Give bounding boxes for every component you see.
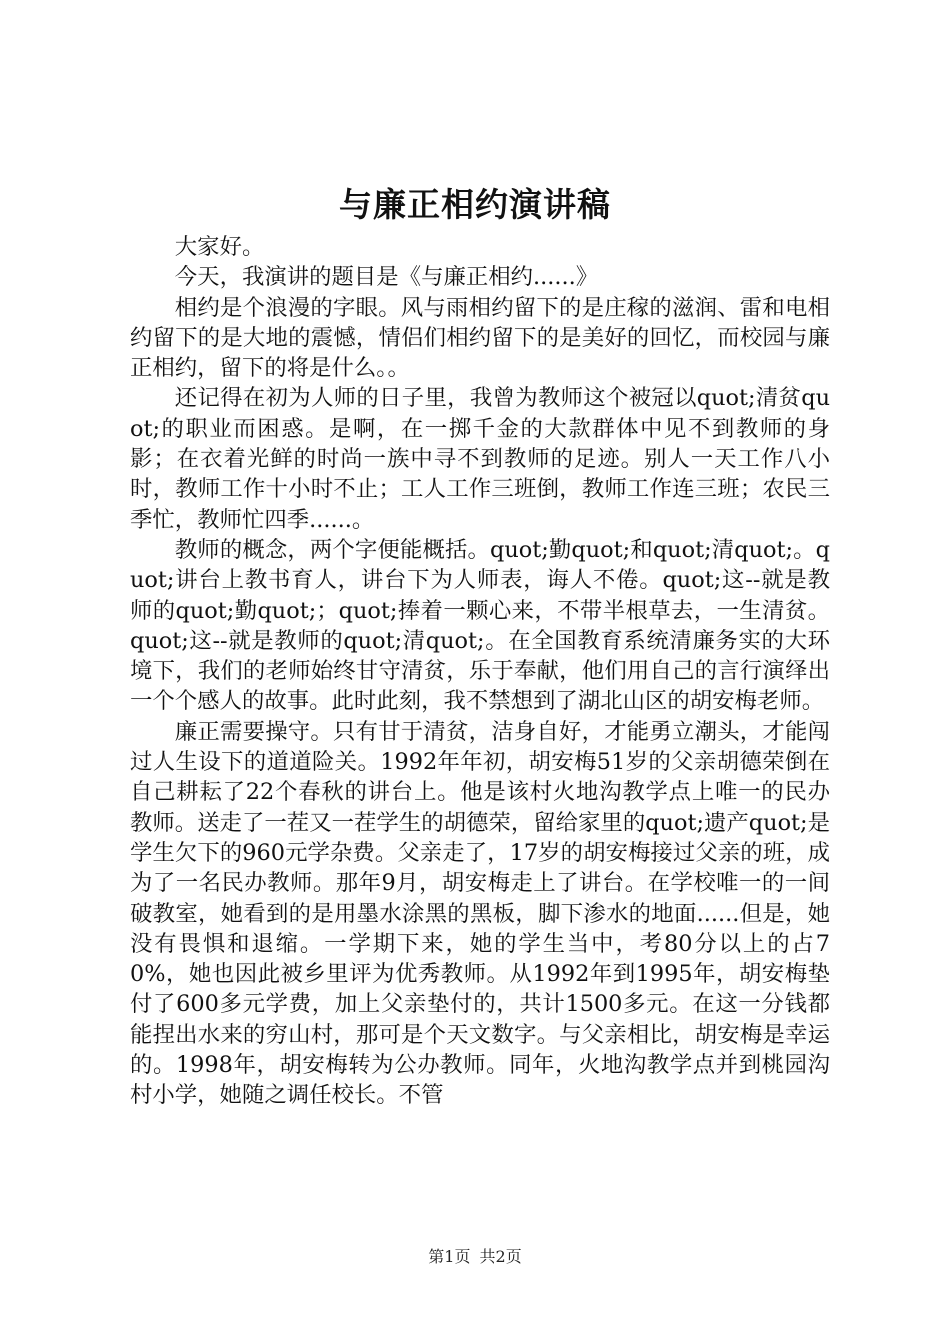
paragraph-integrity: 廉正需要操守。只有甘于清贫，洁身自好，才能勇立潮头，才能闯过人生设下的道道险关。1992年年初，胡安梅51岁的父亲胡德荣倒在自己耕耘了22个春秋的讲台上。他是该村火地沟教学点上唯一的民办教师。送走了一茬又一茬学生的胡德荣，留给家里的quot;遗产quot;是学生欠下的960元学杂费。父亲走了，17岁的胡安梅接过父亲的班，成为了一名民办教师。那年9月，胡安梅走上了讲台。在学校唯一的一间破教室，她看到的是用墨水涂黑的黑板，脚下渗水的地面......但是，她没有畏惧和退缩。一学期下来，她的学生当中，考80分以上的占70%，她也因此被乡里评为优秀教师。从1992年到1995年，胡安梅垫付了600多元学费，加上父亲垫付的，共计1500多元。在这一分钱都能捏出水来的穷山村，那可是个天文数字。与父亲相比，胡安梅是幸运的。1998年，胡安梅转为公办教师。同年，火地沟教学点并到桃园沟村小学，她随之调任校长。不管 (130, 718, 830, 1109)
page-footer (0, 1247, 950, 1267)
document-title: 与廉正相约演讲稿 (339, 185, 611, 224)
document-body (130, 232, 830, 1111)
paragraph-teacher-concept: 教师的概念，两个字便能概括。quot;勤quot;和quot;清quot;。quot;讲台上教书育人，讲台下为人师表，诲人不倦。quot;这--就是教师的quot;勤quot;；quot;捧着一颗心来，不带半根草去，一生清贫。quot;这--就是教师的quot;清quot;。在全国教育系统清廉务实的大环境下，我们的老师始终甘守清贫，乐于奉献，他们用自己的言行演绎出一个个感人的故事。此时此刻，我不禁想到了湖北山区的胡安梅老师。 (130, 536, 830, 715)
page-number: 第1页 (428, 1247, 471, 1266)
paragraph-romance: 相约是个浪漫的字眼。风与雨相约留下的是庄稼的滋润、雷和电相约留下的是大地的震憾，情侣们相约留下的是美好的回忆，而校园与廉正相约，留下的将是什么。。 (130, 294, 830, 382)
page-total: 共2页 (479, 1247, 522, 1266)
paragraph-topic: 今天，我演讲的题目是《与廉正相约......》 (174, 264, 599, 291)
paragraph-memory: 还记得在初为人师的日子里，我曾为教师这个被冠以quot;清贫quot;的职业而困惑。是啊，在一掷千金的大款群体中见不到教师的身影；在衣着光鲜的时尚一族中寻不到教师的足迹。别人一天工作八小时，教师工作十小时不止；工人工作三班倒，教师工作连三班；农民三季忙，教师忙四季......。 (130, 385, 830, 533)
paragraph-greeting: 大家好。 (174, 234, 265, 260)
